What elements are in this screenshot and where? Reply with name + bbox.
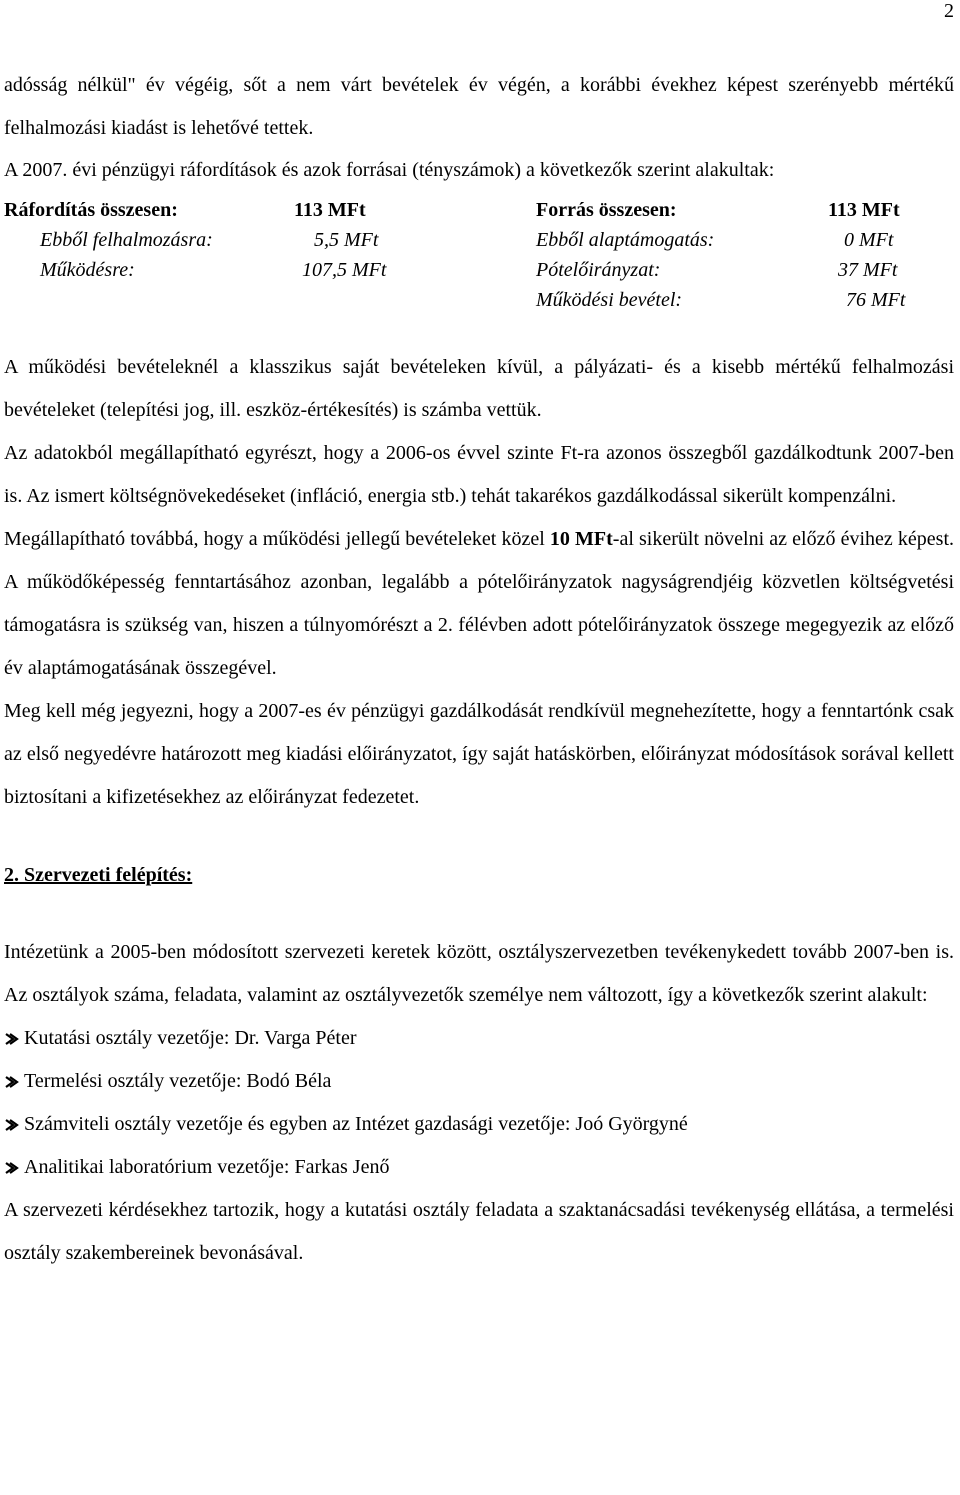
- list-item-text: Analitikai laboratórium vezetője: Farkas Jenő: [24, 1156, 390, 1178]
- section-title: 2. Szervezeti felépítés:: [4, 864, 193, 886]
- paragraph-findings: [4, 518, 954, 690]
- summary-right-value: 0 MFt: [844, 229, 894, 251]
- paragraph-comparison: Az adatokból megállapítható egyrészt, hogy a 2006-os évvel szinte Ft-ra azonos összegből gazdálkodtunk 2007-ben is. Az ismert költségnövekedéseket (infláció, energia stb.) tehát takarékos gazdálkodással sikerült kompenzálni.: [4, 442, 954, 507]
- findings-amount: 10 MFt: [549, 528, 613, 550]
- summary-right-label: Pótelőirányzat:: [536, 259, 661, 281]
- summary-left-value: 107,5 MFt: [302, 259, 387, 281]
- summary-row-operation: [4, 256, 954, 286]
- summary-right-label: Ebből alaptámogatás:: [536, 229, 715, 251]
- summary-left-label: Ebből felhalmozásra:: [40, 229, 213, 251]
- summary-right-value: 76 MFt: [846, 289, 906, 311]
- list-item-text: Kutatási osztály vezetője: Dr. Varga Péter: [24, 1027, 357, 1049]
- intro-line: A 2007. évi pénzügyi ráfordítások és azok forrásai (tényszámok) a következők szerint alakultak:: [4, 159, 775, 181]
- summary-right-label: Működési bevétel:: [536, 289, 683, 311]
- summary-left-value: 5,5 MFt: [314, 229, 379, 251]
- list-item: [4, 1146, 954, 1189]
- summary-row-total: [4, 196, 954, 226]
- arrow-bullet-icon: [4, 1116, 22, 1134]
- arrow-bullet-icon: [4, 1073, 22, 1091]
- summary-row-income: [4, 286, 954, 316]
- financial-summary: [4, 196, 954, 316]
- closing-paragraph: A szervezeti kérdésekhez tartozik, hogy a kutatási osztály feladata a szaktanácsadási tevékenység ellátása, a termelési osztály szakembereinek bevonásával.: [4, 1199, 954, 1264]
- arrow-bullet-icon: [4, 1030, 22, 1048]
- list-item-text: Termelési osztály vezetője: Bodó Béla: [24, 1070, 332, 1092]
- arrow-bullet-icon: [4, 1159, 22, 1177]
- list-item: [4, 1060, 954, 1103]
- summary-row-sub: [4, 226, 954, 256]
- paragraph-difficulties: Meg kell még jegyezni, hogy a 2007-es év pénzügyi gazdálkodását rendkívül megnehezítette, hogy a fenntartónk csak az első negyedévre határozott meg kiadási előirányzatot, így saját hatáskörben, előirányzat módosítások sorával kellett biztosítani a kifizetésekhez az előirányzat fedezetet.: [4, 700, 954, 808]
- list-item-text: Számviteli osztály vezetője és egyben az Intézet gazdasági vezetője: Joó Györgyné: [24, 1113, 688, 1135]
- summary-right-value: 113 MFt: [828, 199, 900, 221]
- summary-right-label: Forrás összesen:: [536, 199, 677, 221]
- section-paragraph: Intézetünk a 2005-ben módosított szervezeti keretek között, osztályszervezetben tevékenykedett tovább 2007-ben is. Az osztályok száma, feladata, valamint az osztályvezetők személye nem változott, így a következők szerint alakult:: [4, 941, 954, 1006]
- page-number: 2: [944, 0, 954, 22]
- summary-right-value: 37 MFt: [838, 259, 898, 281]
- findings-text-start: Megállapítható továbbá, hogy a működési jellegű bevételeket közel: [4, 528, 550, 550]
- summary-left-value: 113 MFt: [294, 199, 366, 221]
- summary-left-label: Működésre:: [40, 259, 135, 281]
- department-list: [4, 1017, 954, 1189]
- intro-paragraph: adósság nélkül" év végéig, sőt a nem várt bevételek év végén, a korábbi évekhez képest szerényebb mértékű felhalmozási kiadást is lehetővé tettek.: [4, 74, 954, 139]
- paragraph-income: A működési bevételeknél a klasszikus saját bevételeken kívül, a pályázati- és a kisebb mértékű felhalmozási bevételeket (telepítési jog, ill. eszköz-értékesítés) is számba vettük.: [4, 356, 954, 421]
- summary-left-label: Ráfordítás összesen:: [4, 199, 178, 221]
- list-item: [4, 1017, 954, 1060]
- findings-text-end: -al sikerült növelni az előző évihez képest. A működőképesség fenntartásához azonban, legalább a pótelőirányzatok nagyságrendjéig közvetlen költségvetési támogatásra is szükség van, hiszen a túlnyomórészt a 2. félévben adott pótelőirányzatok összege megegyezik az előző év alaptámogatásának összegével.: [4, 528, 954, 679]
- list-item: [4, 1103, 954, 1146]
- document-body: [4, 64, 954, 1275]
